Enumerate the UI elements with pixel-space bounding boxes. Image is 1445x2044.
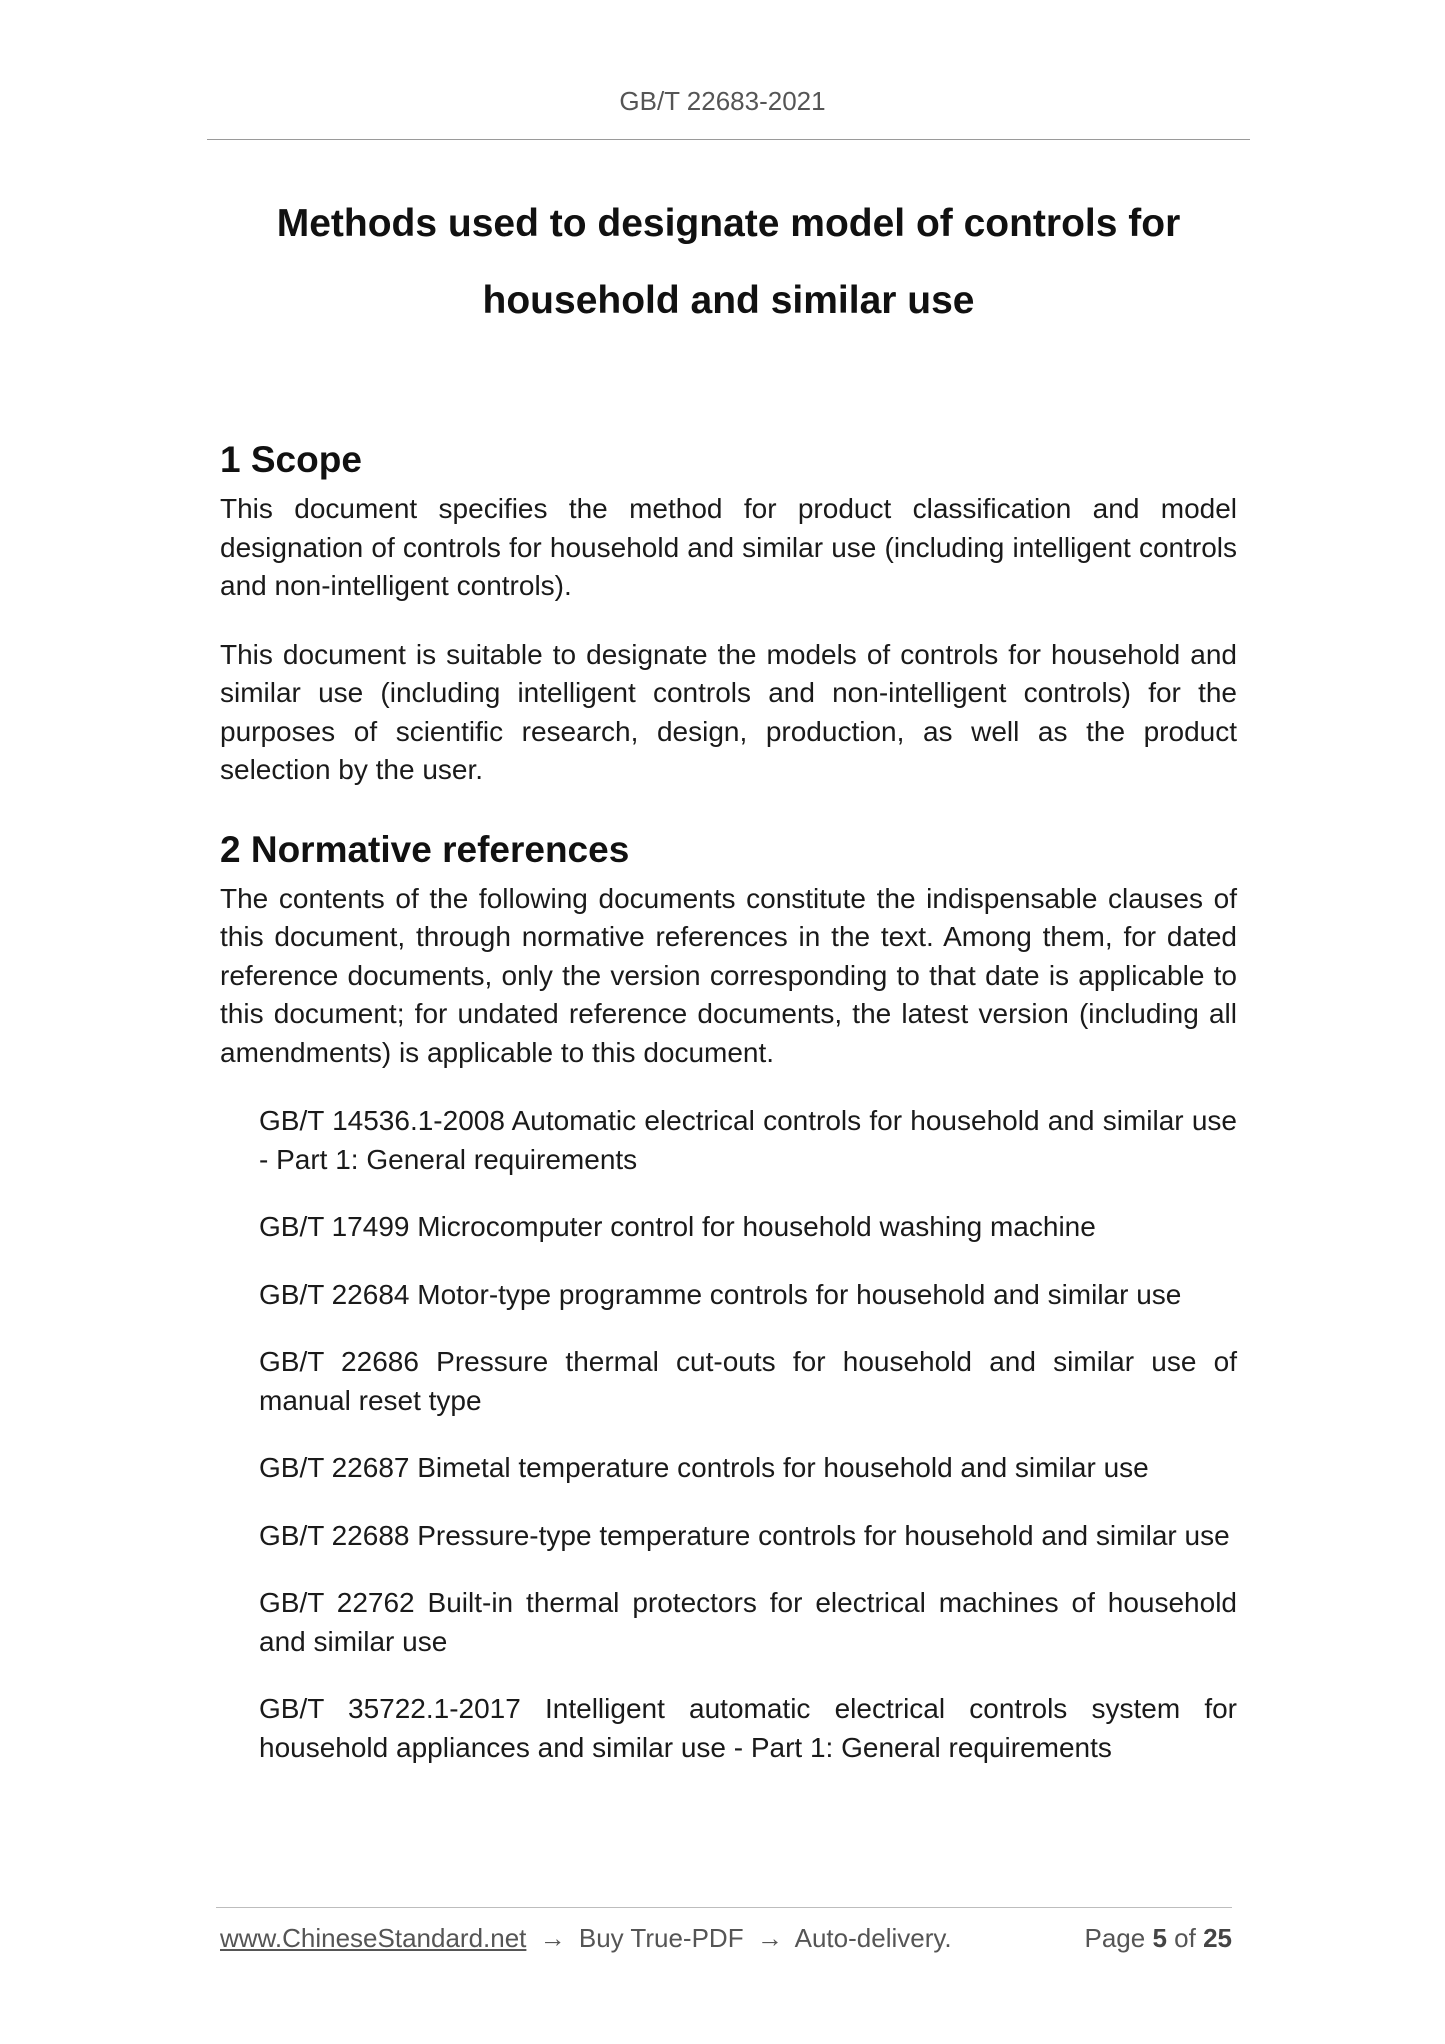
section-heading-scope: 1 Scope [220, 439, 362, 480]
page-of-label: of [1174, 1923, 1196, 1953]
reference-item: GB/T 17499 Microcomputer control for household washing machine [259, 1211, 1096, 1242]
document-body [220, 430, 1237, 1796]
reference-item: GB/T 22688 Pressure-type temperature controls for household and similar use [259, 1519, 1230, 1551]
footer-site-link[interactable]: www.ChineseStandard.net [220, 1923, 527, 1953]
footer-divider [216, 1907, 1232, 1908]
header-doc-code: GB/T 22683-2021 [619, 86, 826, 116]
page-footer [220, 1923, 1232, 1963]
right-arrow-icon: → [539, 1923, 566, 1953]
page-current: 5 [1152, 1923, 1167, 1953]
document-title [207, 185, 1250, 339]
section-heading-normative-references: 2 Normative references [220, 828, 630, 870]
scope-paragraph-1: This document specifies the method for product classification and model designation of controls for household and similar use (including intelligent controls and non-intelligent controls). [220, 493, 1237, 601]
page-label: Page [1084, 1923, 1146, 1953]
header-divider [207, 139, 1250, 140]
reference-item: GB/T 22684 Motor-type programme controls for household and similar use [259, 1278, 1182, 1310]
reference-item: GB/T 35722.1-2017 Intelligent automatic electrical controls system for household appliances and similar use - Part 1: General requirements [259, 1693, 1237, 1763]
scope-paragraph-2: This document is suitable to designate the models of controls for household and similar use (including intelligent controls and non-intelligent controls) for the purposes of scientific research, design, production, as well as the product selection by the user. [220, 638, 1237, 785]
reference-item: GB/T 22762 Built-in thermal protectors for electrical machines of household and similar use [259, 1587, 1237, 1657]
footer-buy-text: Buy True-PDF [578, 1923, 744, 1953]
reference-list [220, 1102, 1237, 1767]
footer-promo [220, 1923, 952, 1954]
reference-item: GB/T 22687 Bimetal temperature controls for household and similar use [259, 1452, 1149, 1483]
document-title-line-2: household and similar use [482, 279, 975, 322]
reference-item: GB/T 22686 Pressure thermal cut-outs for household and similar use of manual reset type [259, 1346, 1237, 1416]
page-number [1084, 1923, 1232, 1954]
document-title-line-1: Methods used to designate model of controls for [276, 202, 1181, 245]
reference-item: GB/T 14536.1-2008 Automatic electrical controls for household and similar use - Part 1: General requirements [259, 1105, 1237, 1175]
page-total: 25 [1203, 1923, 1232, 1953]
right-arrow-icon: → [756, 1923, 783, 1953]
normative-intro-paragraph: The contents of the following documents constitute the indispensable clauses of this document, through normative references in the text. Among them, for dated reference documents, only the version corresponding to that date is applicable to this document; for undated reference documents, the latest version (including all amendments) is applicable to this document. [220, 882, 1237, 1068]
footer-delivery-text: Auto-delivery. [794, 1923, 952, 1953]
